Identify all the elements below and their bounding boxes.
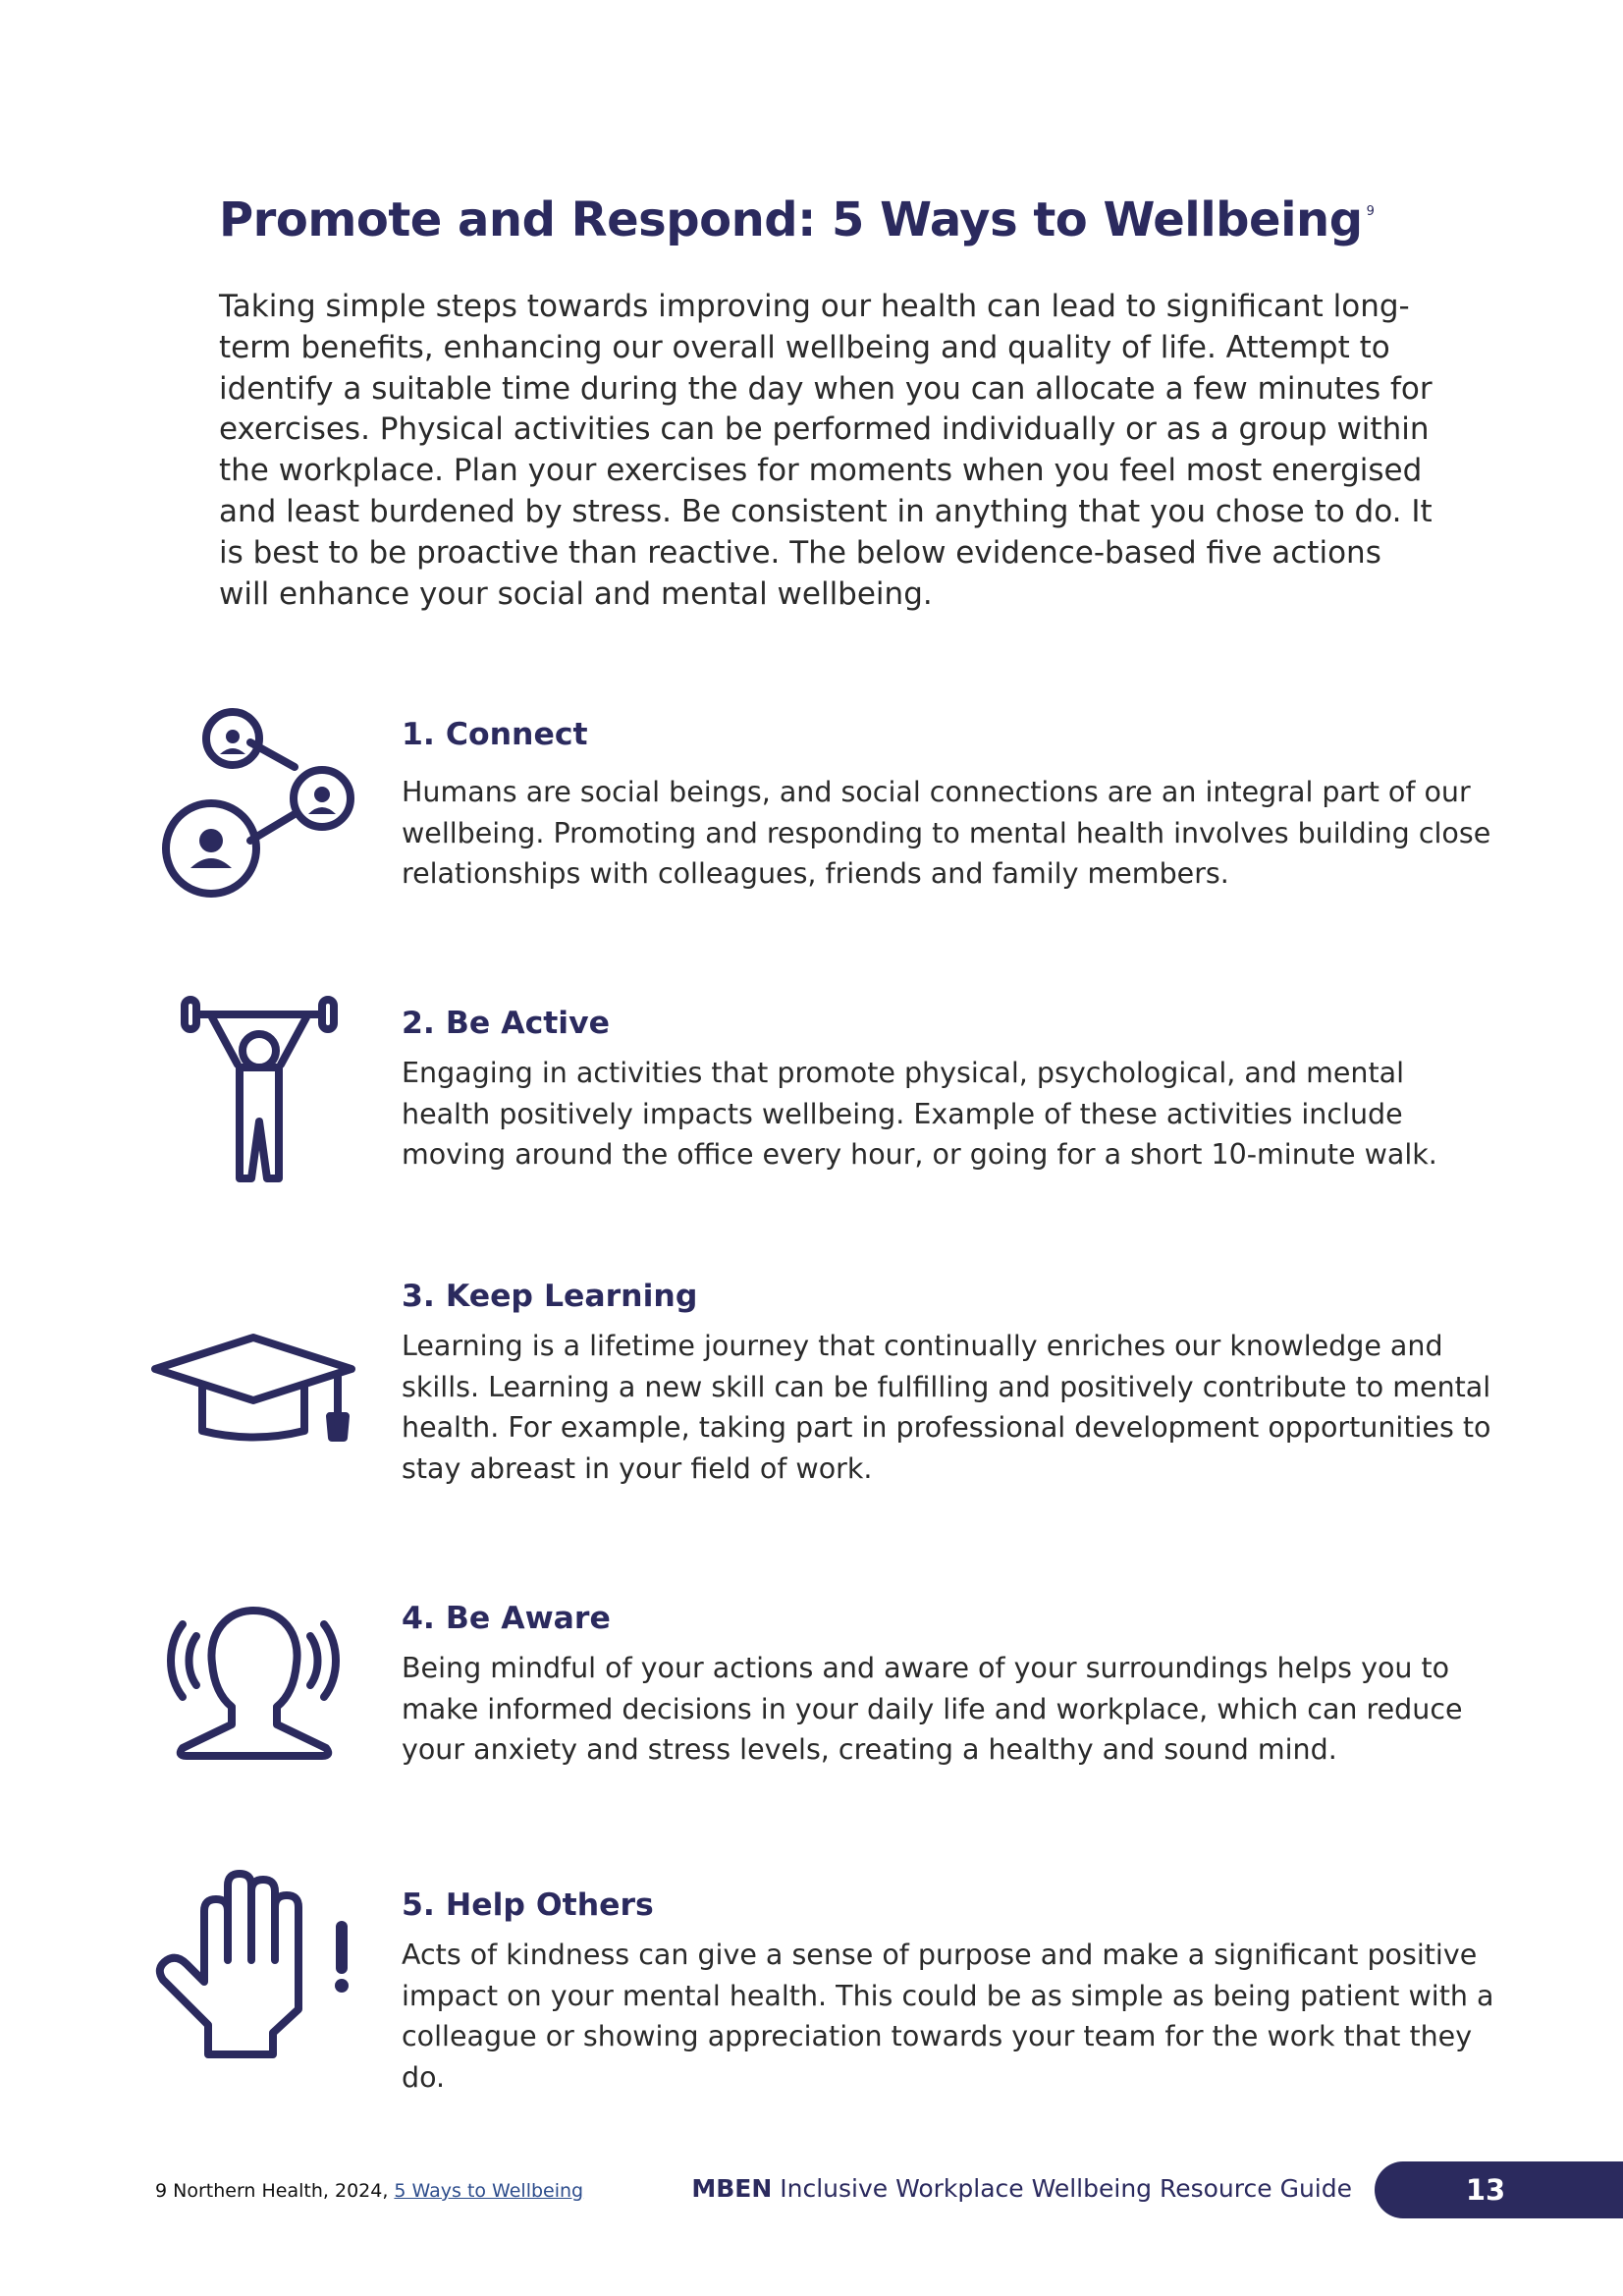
footnote <box>155 2180 583 2202</box>
graduation-cap-icon <box>147 1279 363 1495</box>
page-title-text: Promote and Respond: 5 Ways to Wellbeing <box>219 192 1363 247</box>
page-number: 13 <box>1465 2173 1506 2207</box>
section-heading: 3. Keep Learning <box>402 1279 698 1314</box>
guide-title-text: Inclusive Workplace Wellbeing Resource Guide <box>780 2174 1352 2203</box>
section-body: Acts of kindness can give a sense of purpose and make a significant positive impact on your mental health. This could be as simple as being patient with a colleague or showing appreciation towards your team for the work that they do. <box>402 1939 1494 2094</box>
guide-brand: MBEN <box>691 2174 773 2203</box>
footnote-link[interactable]: 5 Ways to Wellbeing <box>394 2180 584 2202</box>
footnote-text: 9 Northern Health, 2024, <box>155 2180 395 2202</box>
guide-title <box>691 2174 1352 2203</box>
section-heading: 5. Help Others <box>402 1887 654 1923</box>
section-body: Humans are social beings, and social connections are an integral part of our wellbeing. Promoting and responding to mental health involves building close relationships with colleagues, friends and family members. <box>402 776 1491 891</box>
intro-paragraph: Taking simple steps towards improving our health can lead to significant long-term benefits, enhancing our overall wellbeing and quality of life. Attempt to identify a suitable time during the day when you can allocate a few minutes for exercises. Physical activities can be performed individually or as a group within the workplace. Plan your exercises for moments when you feel most energised and least burdened by stress. Be consistent in anything that you chose to do. It is best to be proactive than reactive. The below evidence-based five actions will enhance your social and mental wellbeing. <box>219 289 1433 612</box>
title-footnote-marker[interactable]: 9 <box>1366 204 1375 219</box>
section-heading: 4. Be Aware <box>402 1601 611 1636</box>
weightlifter-icon <box>147 984 363 1200</box>
network-people-icon <box>147 703 363 919</box>
person-awareness-icon <box>147 1591 363 1807</box>
section-heading: 1. Connect <box>402 717 588 752</box>
page-number-badge <box>1375 2161 1623 2218</box>
section-body: Being mindful of your actions and aware of your surroundings helps you to make informed decisions in your daily life and workplace, which can reduce your anxiety and stress levels, creating a healthy and sound mind. <box>402 1652 1463 1767</box>
section-body: Learning is a lifetime journey that continually enriches our knowledge and skills. Learning a new skill can be fulfilling and positively contribute to mental health. For example, taking part in professional development opportunities to stay abreast in your field of work. <box>402 1330 1491 1485</box>
page-title <box>219 192 1374 247</box>
section-body: Engaging in activities that promote physical, psychological, and mental health positively impacts wellbeing. Example of these activities include moving around the office every hour, or going for a short 10-minute walk. <box>402 1057 1437 1172</box>
raised-hand-icon <box>147 1862 363 2078</box>
section-heading: 2. Be Active <box>402 1006 610 1041</box>
